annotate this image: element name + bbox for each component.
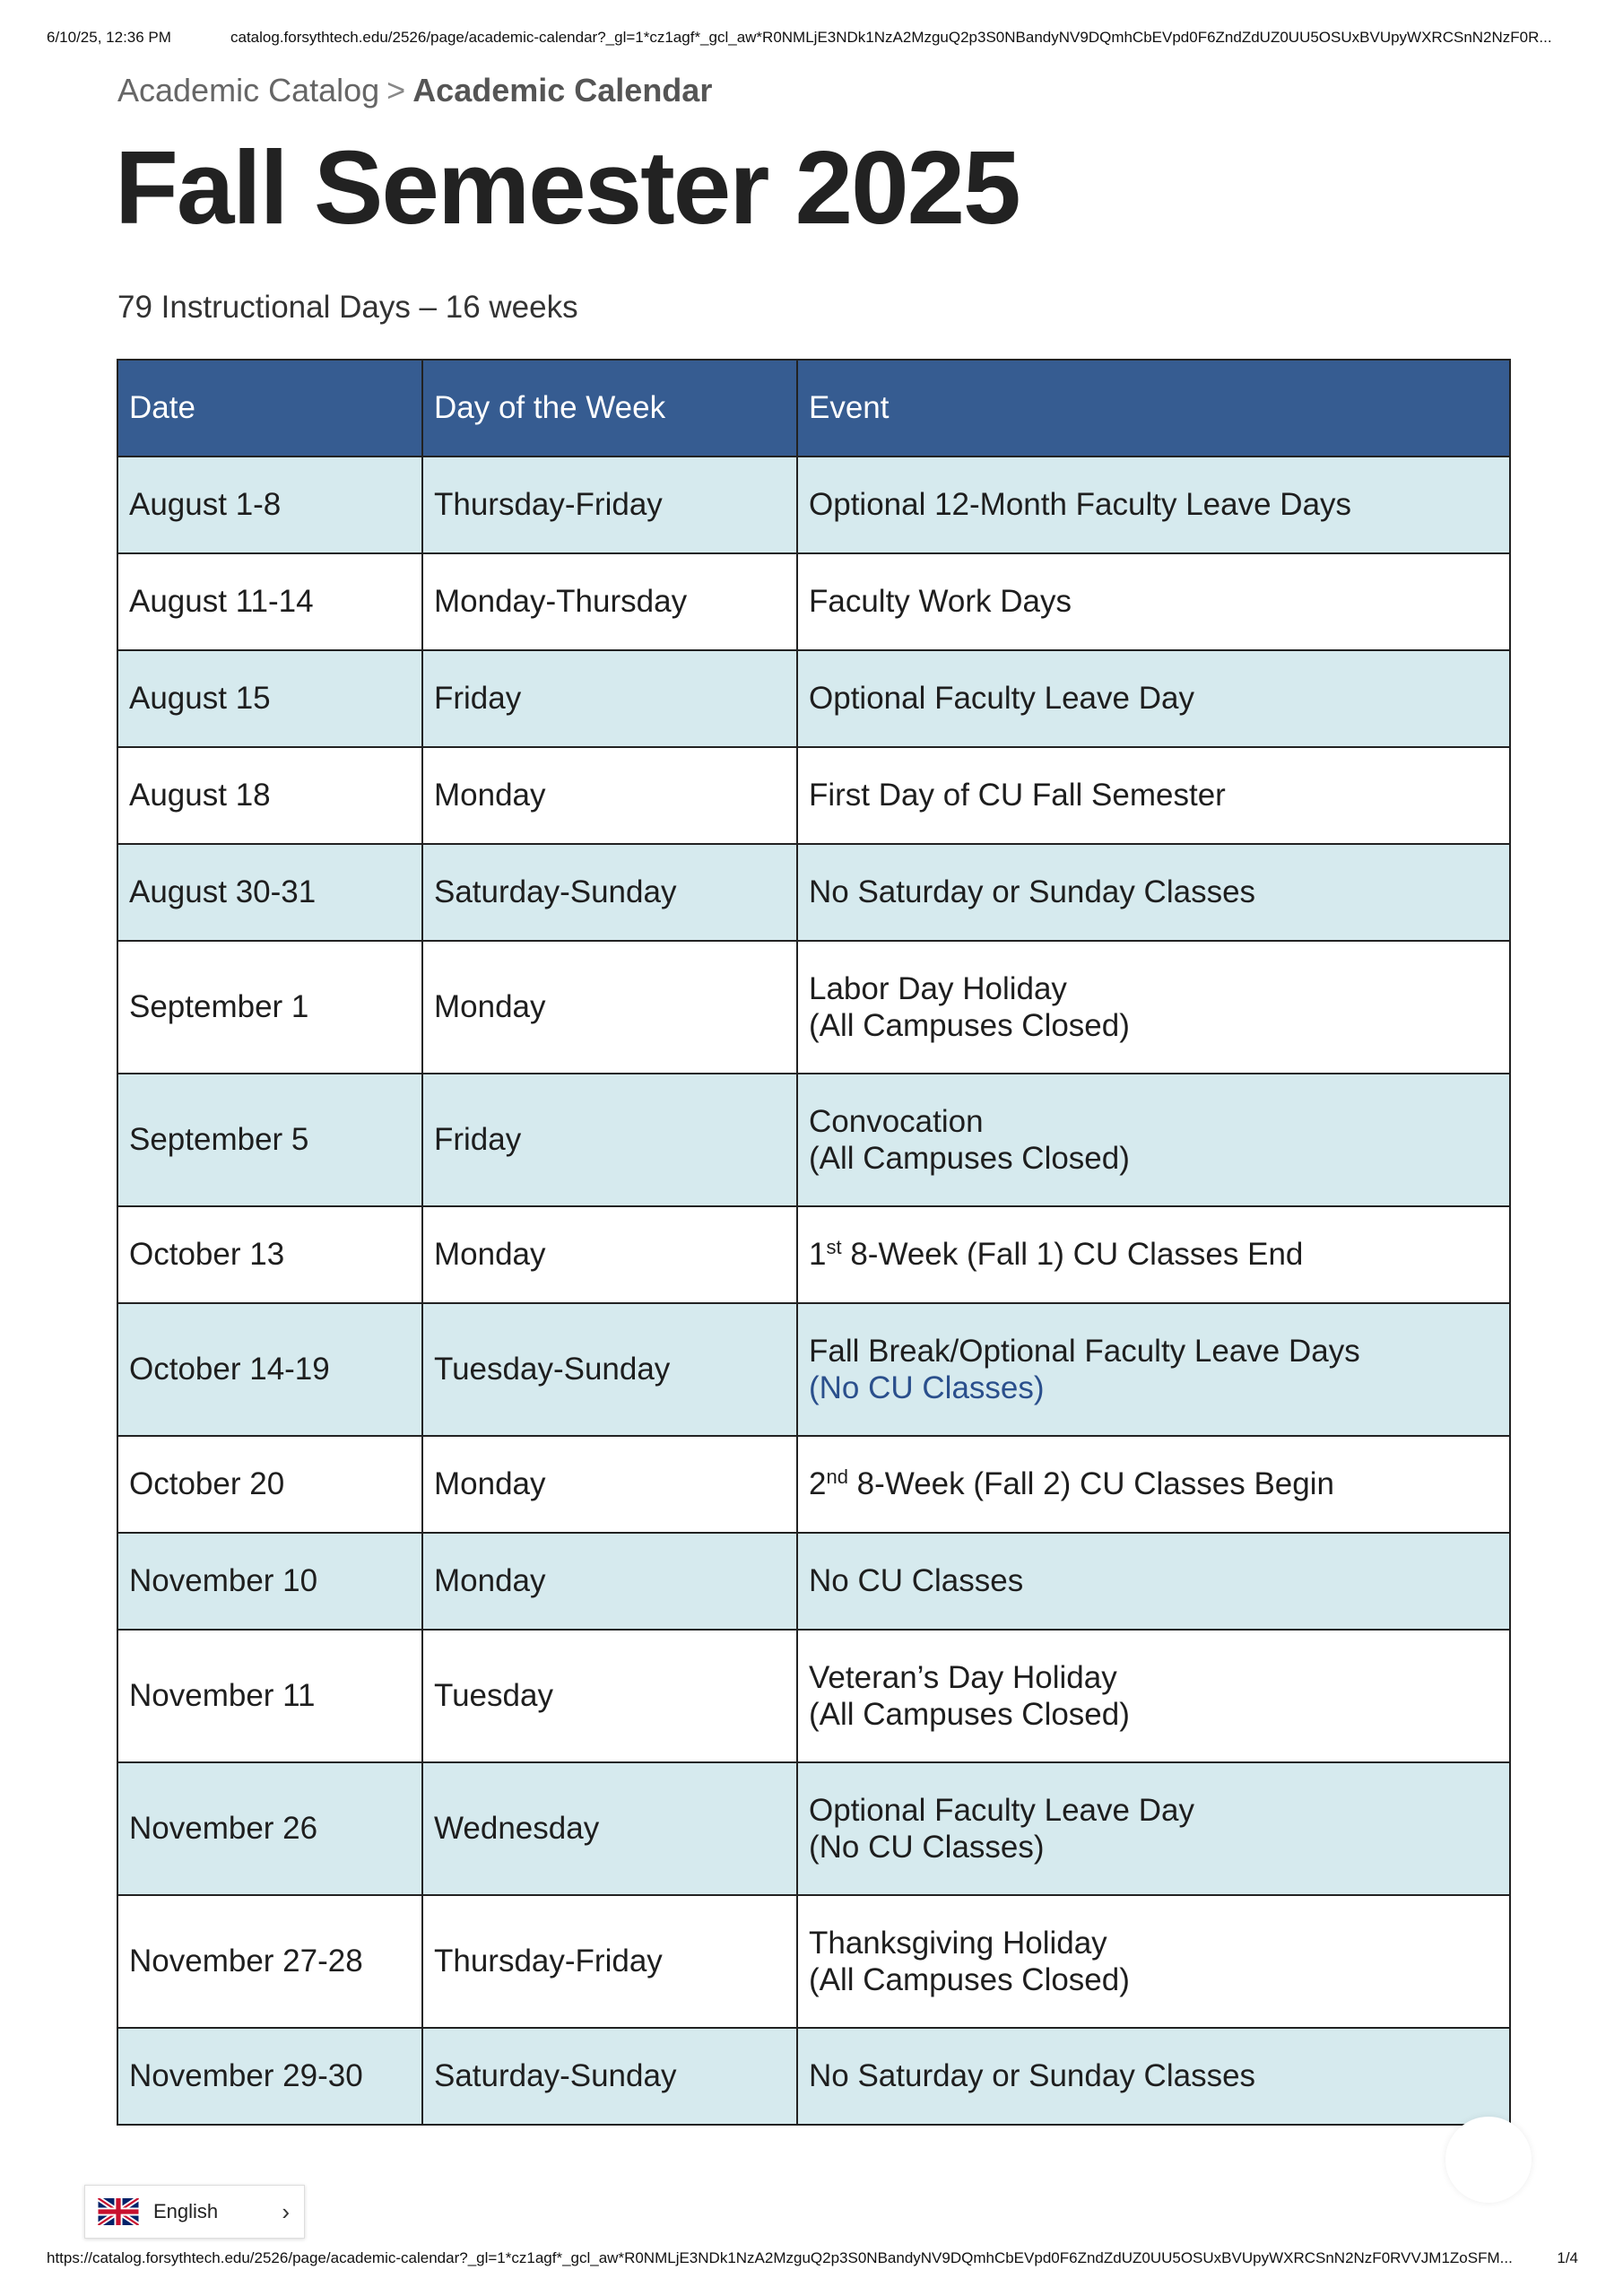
date-cell: November 11: [117, 1630, 422, 1762]
day-cell: Tuesday-Sunday: [422, 1303, 797, 1436]
day-cell: Monday: [422, 941, 797, 1074]
event-cell: [797, 1303, 1510, 1436]
date-cell: October 14-19: [117, 1303, 422, 1436]
event-cell: [797, 941, 1510, 1074]
day-cell: Saturday-Sunday: [422, 844, 797, 941]
print-url: catalog.forsythtech.edu/2526/page/academic-calendar?_gl=1*cz1agf*_gcl_aw*R0NMLjE3NDk1NzA2MzguQ2p3S0NBandyNV9DQmhCbEVpd0F6ZndZdUZ0UU5OSUxBVUpyWXRCSnN2NzF0R...: [230, 29, 1552, 46]
day-cell: Monday: [422, 1533, 797, 1630]
day-cell: Friday: [422, 1074, 797, 1206]
table-row: [117, 553, 1510, 650]
event-text: Veteran’s Day Holiday: [809, 1659, 1117, 1695]
event-note: (No CU Classes): [809, 1830, 1045, 1865]
table-row: [117, 650, 1510, 747]
uk-flag-icon: [98, 2198, 139, 2225]
event-cell: [797, 1762, 1510, 1895]
event-text: No Saturday or Sunday Classes: [809, 2058, 1256, 2094]
table-row: [117, 2028, 1510, 2125]
event-text: Optional 12-Month Faculty Leave Days: [809, 487, 1352, 523]
event-text: Labor Day Holiday: [809, 970, 1067, 1006]
day-cell: Monday: [422, 1436, 797, 1533]
print-page-number: 1/4: [1557, 2249, 1578, 2266]
event-text: Convocation: [809, 1103, 984, 1139]
table-row: [117, 1303, 1510, 1436]
breadcrumb: [117, 72, 712, 109]
day-cell: Saturday-Sunday: [422, 2028, 797, 2125]
page-subtitle: 79 Instructional Days – 16 weeks: [117, 290, 578, 325]
table-row: [117, 1436, 1510, 1533]
event-note: (All Campuses Closed): [809, 1962, 1130, 1997]
breadcrumb-current: Academic Calendar: [412, 72, 713, 109]
event-ordinal-suffix: st: [826, 1236, 842, 1259]
event-ordinal: 2: [809, 1466, 827, 1502]
event-cell: [797, 1074, 1510, 1206]
event-text: First Day of CU Fall Semester: [809, 778, 1226, 813]
day-cell: Thursday-Friday: [422, 1895, 797, 2028]
event-cell: [797, 1630, 1510, 1762]
print-header: [47, 20, 1589, 56]
language-label: English: [153, 2200, 219, 2222]
event-cell: [797, 1895, 1510, 2028]
breadcrumb-parent-link[interactable]: Academic Catalog: [117, 72, 380, 109]
table-row: [117, 1074, 1510, 1206]
day-cell: Wednesday: [422, 1762, 797, 1895]
day-cell: Monday: [422, 747, 797, 844]
event-text: Optional Faculty Leave Day: [809, 1792, 1194, 1828]
date-cell: October 20: [117, 1436, 422, 1533]
event-cell: [797, 457, 1510, 553]
event-ordinal: 1: [809, 1237, 827, 1273]
date-cell: October 13: [117, 1206, 422, 1303]
day-cell: Monday: [422, 1206, 797, 1303]
event-ordinal-suffix: nd: [826, 1465, 848, 1489]
date-cell: August 18: [117, 747, 422, 844]
column-header-day: Day of the Week: [422, 360, 797, 457]
event-text: No Saturday or Sunday Classes: [809, 874, 1256, 910]
event-cell: [797, 553, 1510, 650]
day-cell: Thursday-Friday: [422, 457, 797, 553]
date-cell: August 11-14: [117, 553, 422, 650]
table-header-row: [117, 360, 1510, 457]
column-header-event: Event: [797, 360, 1510, 457]
event-text: Fall Break/Optional Faculty Leave Days: [809, 1333, 1360, 1369]
event-text: 8-Week (Fall 1) CU Classes End: [841, 1237, 1304, 1273]
event-cell: [797, 747, 1510, 844]
table-row: [117, 1630, 1510, 1762]
table-row: [117, 1206, 1510, 1303]
table-row: [117, 941, 1510, 1074]
table-row: [117, 1762, 1510, 1895]
event-cell: [797, 2028, 1510, 2125]
date-cell: August 1-8: [117, 457, 422, 553]
table-row: [117, 747, 1510, 844]
print-date: 6/10/25, 12:36 PM: [47, 29, 171, 46]
day-cell: Friday: [422, 650, 797, 747]
event-cell: [797, 1206, 1510, 1303]
date-cell: November 26: [117, 1762, 422, 1895]
event-text: No CU Classes: [809, 1563, 1024, 1599]
table-row: [117, 457, 1510, 553]
date-cell: November 27-28: [117, 1895, 422, 2028]
breadcrumb-separator: >: [386, 72, 406, 109]
event-text: Thanksgiving Holiday: [809, 1925, 1107, 1961]
event-note: (All Campuses Closed): [809, 1697, 1130, 1732]
page-title: Fall Semester 2025: [115, 129, 1020, 246]
date-cell: November 10: [117, 1533, 422, 1630]
event-cell: [797, 1436, 1510, 1533]
table-row: [117, 1533, 1510, 1630]
event-note: (All Campuses Closed): [809, 1008, 1130, 1043]
date-cell: November 29-30: [117, 2028, 422, 2125]
event-text: Faculty Work Days: [809, 584, 1072, 620]
chevron-right-icon: ›: [282, 2198, 290, 2225]
language-selector[interactable]: [84, 2185, 305, 2239]
print-footer-url: https://catalog.forsythtech.edu/2526/page/academic-calendar?_gl=1*cz1agf*_gcl_aw*R0NMLjE3NDk1NzA2MzguQ2p3S0NBandyNV9DQmhCbEVpd0F6ZndZdUZ0UU5OSUxBVUpyWXRCSnN2NzF0RVVJM1ZoSFM...: [47, 2249, 1513, 2266]
event-cell: [797, 650, 1510, 747]
date-cell: September 1: [117, 941, 422, 1074]
table-row: [117, 1895, 1510, 2028]
day-cell: Tuesday: [422, 1630, 797, 1762]
event-note: (All Campuses Closed): [809, 1141, 1130, 1176]
calendar-table: [117, 359, 1511, 2126]
event-text: 8-Week (Fall 2) CU Classes Begin: [847, 1466, 1334, 1502]
back-to-top-button[interactable]: [1445, 2117, 1532, 2203]
day-cell: Monday-Thursday: [422, 553, 797, 650]
column-header-date: Date: [117, 360, 422, 457]
table-row: [117, 844, 1510, 941]
date-cell: September 5: [117, 1074, 422, 1206]
date-cell: August 30-31: [117, 844, 422, 941]
event-note: (No CU Classes): [809, 1370, 1045, 1405]
event-cell: [797, 844, 1510, 941]
event-text: Optional Faculty Leave Day: [809, 681, 1194, 717]
date-cell: August 15: [117, 650, 422, 747]
event-cell: [797, 1533, 1510, 1630]
